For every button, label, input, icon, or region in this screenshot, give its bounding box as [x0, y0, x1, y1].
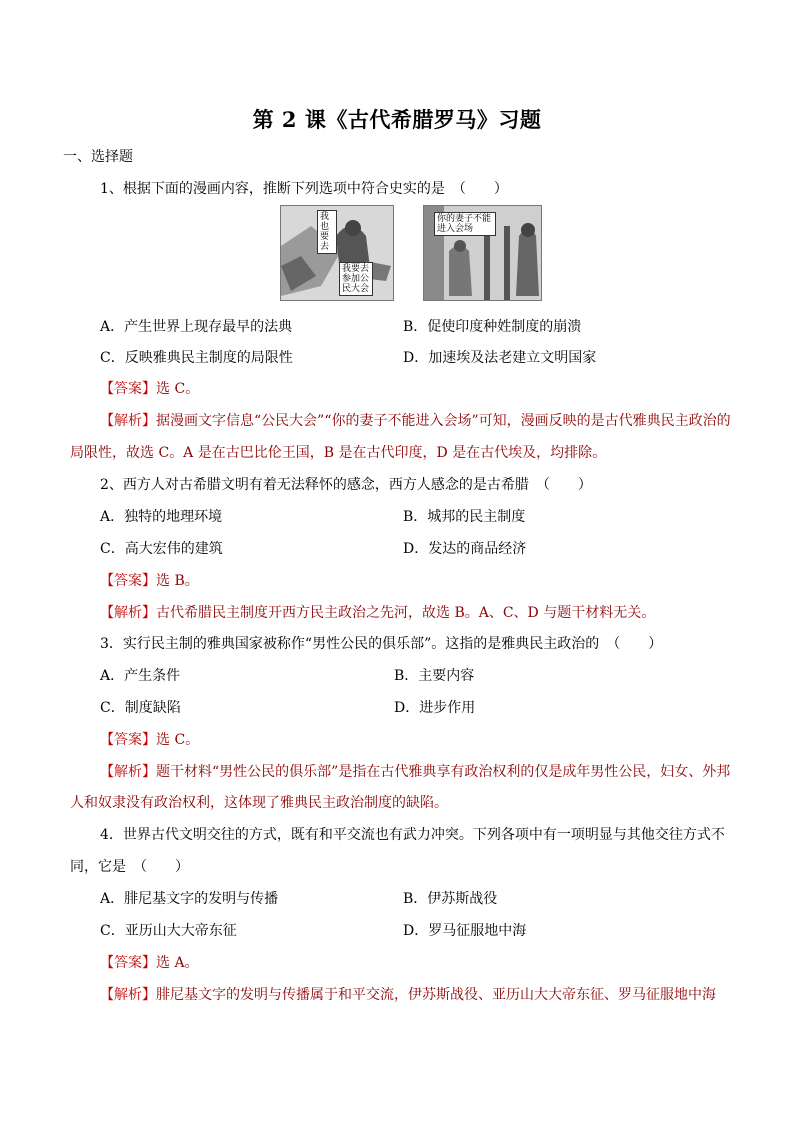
answer-value: 选 C。	[156, 732, 200, 748]
answer-tag: 【答案】	[100, 381, 156, 397]
answer-value: 选 A。	[156, 955, 199, 971]
answer-value: 选 C。	[156, 381, 200, 397]
cartoon-left-drawing	[281, 206, 393, 300]
q2-option-b: B．城邦的民主制度	[403, 509, 526, 525]
cartoon-right-bubble: 你的妻子不能进入会场	[434, 212, 496, 236]
page-title: 第 2 课《古代希腊罗马》习题	[252, 107, 542, 132]
q4-stem-line1: 4．世界古代文明交往的方式，既有和平交流也有武力冲突。下列各项中有一项明显与其他交往方式不	[100, 827, 725, 843]
q2-option-c: C．高大宏伟的建筑	[100, 541, 223, 557]
q2-option-a: A．独特的地理环境	[100, 509, 223, 525]
explanation-tag: 【解析】	[100, 605, 156, 621]
q1-stem: 1、根据下面的漫画内容，推断下列选项中符合史实的是 （ ）	[100, 181, 508, 197]
q3-answer	[100, 729, 199, 749]
answer-tag: 【答案】	[100, 573, 156, 589]
cartoon-left-bubble-bottom: 我要去参加公民大会	[339, 262, 373, 296]
q4-explanation-line1	[100, 984, 716, 1004]
cartoon-left-bubble-top: 我也要去	[317, 210, 337, 254]
q3-explanation-line2: 人和奴隶没有政治权利，这体现了雅典民主政治制度的缺陷。	[70, 795, 448, 811]
q4-option-b: B．伊苏斯战役	[403, 891, 498, 907]
q3-stem: 3．实行民主制的雅典国家被称作“男性公民的俱乐部”。这指的是雅典民主政治的 （ ）	[100, 636, 663, 652]
explanation-text: 古代希腊民主制度开西方民主政治之先河，故选 B。A、C、D 与题干材料无关。	[156, 605, 656, 621]
q2-option-d: D．发达的商品经济	[403, 541, 527, 557]
q1-option-b: B．促使印度种姓制度的崩溃	[403, 319, 582, 335]
explanation-text: 据漫画文字信息“公民大会”“你的妻子不能进入会场”可知，漫画反映的是古代雅典民主政治的	[156, 413, 731, 429]
q4-option-a: A．腓尼基文字的发明与传播	[100, 891, 279, 907]
q3-option-d: D．进步作用	[394, 700, 476, 716]
explanation-tag: 【解析】	[100, 764, 156, 780]
q1-explanation-line2: 局限性，故选 C。A 是在古巴比伦王国，B 是在古代印度，D 是在古代埃及，均排除。	[70, 445, 607, 461]
section-heading: 一、选择题	[63, 149, 133, 165]
q3-option-b: B．主要内容	[394, 668, 475, 684]
q1-answer	[100, 378, 199, 398]
answer-tag: 【答案】	[100, 955, 156, 971]
explanation-text: 腓尼基文字的发明与传播属于和平交流，伊苏斯战役、亚历山大大帝东征、罗马征服地中海	[156, 987, 716, 1003]
q2-explanation-line1	[100, 602, 655, 622]
answer-value: 选 B。	[156, 573, 199, 589]
q1-cartoon-left	[280, 205, 394, 301]
q1-explanation-line1	[100, 410, 731, 430]
explanation-tag: 【解析】	[100, 413, 156, 429]
explanation-tag: 【解析】	[100, 987, 156, 1003]
q1-cartoon-right	[423, 205, 542, 301]
q3-option-a: A．产生条件	[100, 668, 181, 684]
answer-tag: 【答案】	[100, 732, 156, 748]
q2-stem: 2、西方人对古希腊文明有着无法释怀的感念，西方人感念的是古希腊 （ ）	[100, 477, 592, 493]
q1-option-c: C．反映雅典民主制度的局限性	[100, 350, 293, 366]
q2-answer	[100, 570, 199, 590]
q4-option-d: D．罗马征服地中海	[403, 923, 527, 939]
q4-stem-line2: 同，它是 （ ）	[70, 859, 189, 875]
q1-option-d: D．加速埃及法老建立文明国家	[403, 350, 597, 366]
explanation-text: 题干材料“男性公民的俱乐部”是指在古代雅典享有政治权利的仅是成年男性公民，妇女、外邦	[156, 764, 731, 780]
q3-explanation-line1	[100, 761, 730, 781]
q3-option-c: C．制度缺陷	[100, 700, 181, 716]
q4-option-c: C．亚历山大大帝东征	[100, 923, 237, 939]
q4-answer	[100, 952, 199, 972]
q1-option-a: A．产生世界上现存最早的法典	[100, 319, 293, 335]
